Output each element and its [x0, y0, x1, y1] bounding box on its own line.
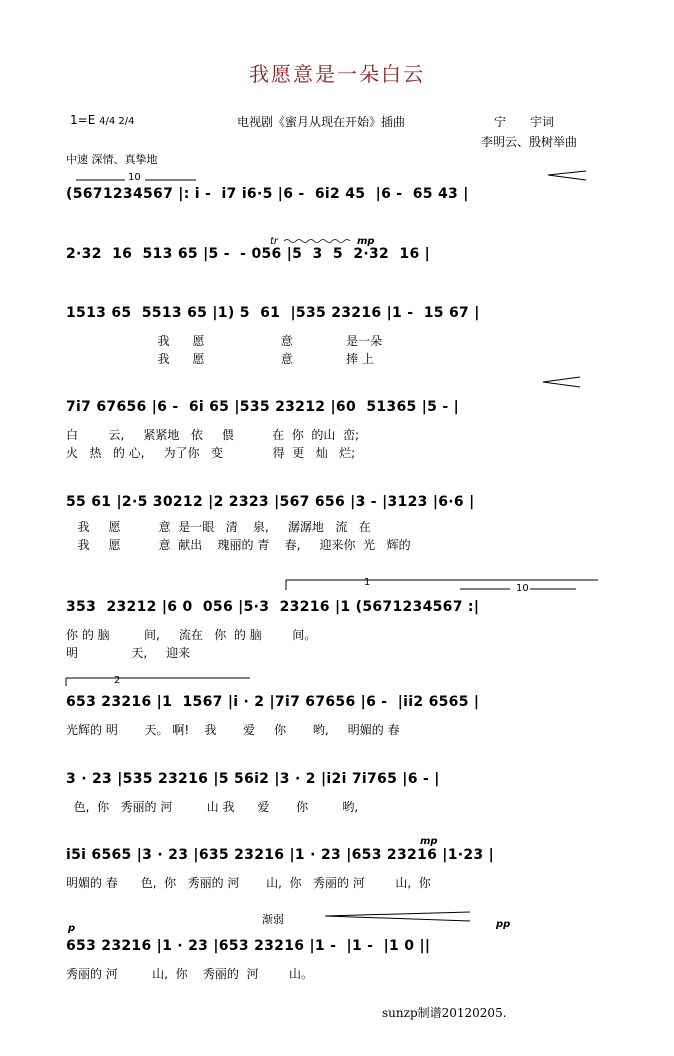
dynamic-pp: pp [496, 919, 511, 930]
notation-line: 1513 65 5513 65 |1) 5 61 |535 23216 |1 - 15 67 | [66, 305, 480, 321]
subtitle: 电视剧《蜜月从现在开始》插曲 [237, 115, 406, 129]
time-signature: 4/4 2/4 [99, 116, 135, 127]
lyricist: 宁 宇词 [494, 115, 555, 129]
footer-credit: sunzp制谱20120205. [382, 1006, 507, 1020]
music-system-9 [66, 847, 598, 927]
dynamic-p: p [68, 923, 76, 934]
lyric-verse-1: 光辉的 明 天。 啊! 我 爱 你 哟, 明媚的 春 [66, 723, 400, 737]
notation-line: 353 23212 |6 0 056 |5·3 23216 |1 (5671234567 :| [66, 599, 480, 615]
notation-line: 3 · 23 |535 23216 |5 56i2 |3 · 2 |i2i 7i765 |6 - | [66, 771, 440, 787]
dynamic-mp-2: mp [420, 836, 438, 847]
tempo-marking: 中速 深情、真挚地 [66, 153, 158, 166]
trill-mark: tr [270, 236, 279, 247]
lyric-verse-1: 秀丽的 河 山, 你 秀丽的 河 山。 [66, 967, 313, 981]
volta-one: 1 [364, 577, 371, 588]
notation-line: 653 23216 |1 1567 |i · 2 |7i7 67656 |6 - |ii2 6565 | [66, 694, 480, 710]
lyric-verse-2: 火 热 的 心, 为了你 变 得 更 灿 烂; [66, 446, 356, 460]
diminuendo-text: 渐弱 [262, 913, 284, 926]
notation-line: 7i7 67656 |6 - 6i 65 |535 23212 |60 51365 |5 - | [66, 399, 460, 415]
music-system-5 [66, 494, 598, 574]
notation-line: 2·32 16 513 65 |5 - - 056 |5 3 5 2·32 16 | [66, 246, 431, 262]
lyric-verse-2: 我 愿 意 献出 瑰丽的 青 春, 迎来你 光 辉的 [66, 538, 411, 552]
music-system-8 [66, 771, 598, 851]
lyric-verse-1: 你 的 脑 间, 流在 你 的 脑 间。 [66, 628, 317, 642]
lyric-verse-1: 明媚的 春 色, 你 秀丽的 河 山, 你 秀丽的 河 山, 你 [66, 876, 431, 890]
lyric-verse-2: 我 愿 意 捧 上 [66, 352, 374, 366]
dynamic-mp-1: mp [357, 236, 375, 247]
volta-two: 2 [114, 675, 121, 686]
lyric-verse-1: 色, 你 秀丽的 河 山 我 爱 你 哟, [66, 800, 359, 814]
music-system-7 [66, 694, 598, 774]
lyric-verse-2: 明 天, 迎来 [66, 646, 191, 660]
music-system-4 [66, 399, 598, 479]
tuplet-ten-a: 10 [128, 172, 141, 183]
song-title: 我愿意是一朵白云 [249, 62, 425, 86]
lyric-verse-1: 我 愿 意 是一眼 清 泉, 潺潺地 流 在 [66, 520, 371, 534]
notation-line: (5671234567 |: i - i7 i6·5 |6 - 6i2 45 |6 - 65 43 | [66, 186, 469, 202]
music-system-3 [66, 305, 598, 385]
notation-line: i5i 6565 |3 · 23 |635 23216 |1 · 23 |653 23216 |1·23 | [66, 847, 495, 863]
tuplet-ten-b: 10 [516, 583, 529, 594]
music-system-6 [66, 599, 598, 679]
lyric-verse-1: 我 愿 意 是一朵 [66, 334, 383, 348]
lyric-verse-1: 白 云, 紧紧地 依 偎 在 你 的山 峦; [66, 428, 359, 442]
notation-line: 653 23216 |1 · 23 |653 23216 |1 - |1 - |1 0 || [66, 938, 431, 954]
key-text: 1=E [70, 113, 96, 127]
composer: 李明云、殷树举曲 [481, 135, 578, 149]
music-system-10 [66, 938, 598, 1018]
notation-line: 55 61 |2·5 30212 |2 2323 |567 656 |3 - |3123 |6·6 | [66, 494, 475, 510]
